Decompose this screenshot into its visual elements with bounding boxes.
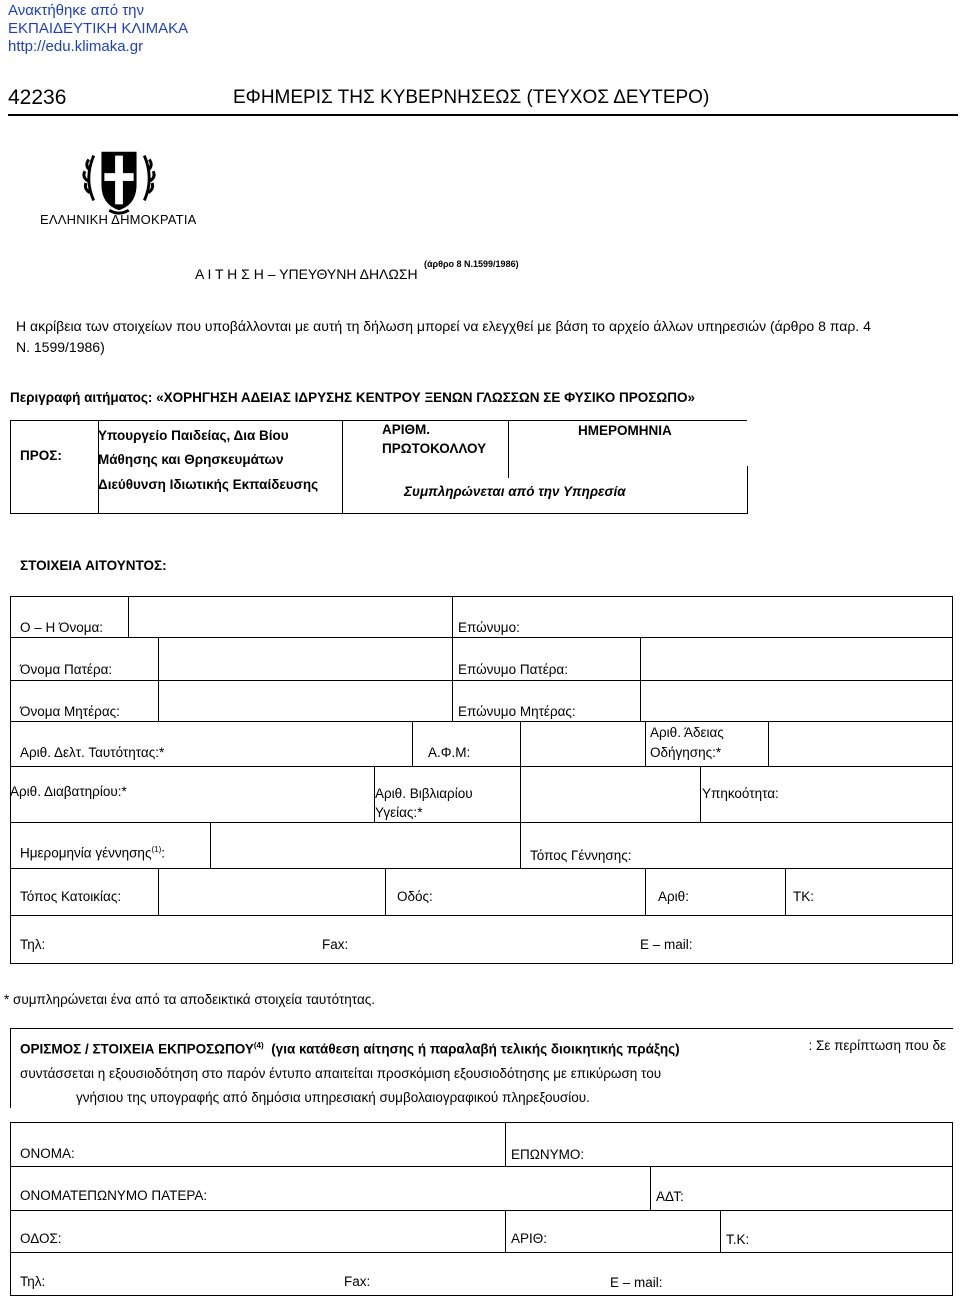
representative-heading: ΟΡΙΣΜΟΣ / ΣΤΟΙΧΕΙΑ ΕΚΠΡΟΣΩΠΟΥ [20,1041,254,1057]
birth-date-text: Ημερομηνία γέννησης [20,845,152,861]
representative-text-2: συντάσσεται η εξουσιοδότηση στο παρόν έντυπο απαιτείται προσκόμιση εξουσιοδότησης με επικύρωση του [20,1065,662,1081]
representative-line-1 [20,1034,946,1062]
field-label-driving-license-1: Αριθ. Άδειας [650,725,724,740]
representative-heading-cont: (για κατάθεση αίτησης ή παραλαβή τελικής διοικητικής πράξης) [271,1041,680,1057]
field-label-health-book-1: Αριθ. Βιβλιαρίου [375,786,473,801]
col-line [412,722,413,766]
field-label-mother-name: Όνομα Μητέρας: [20,704,120,719]
row-line [10,1210,953,1211]
field-label-postal-code: ΤΚ: [793,889,815,904]
header-rule [8,114,958,116]
recipient-line-1: Υπουργείο Παιδείας, Δια Βίου [98,428,289,443]
col-line [210,822,211,868]
row-line [10,637,953,638]
field-label-number: Αριθ: [658,889,689,904]
field-label-residence: Τόπος Κατοικίας: [20,889,122,904]
row-line [10,766,953,767]
representative-footnote-marker: (4) [253,1041,264,1050]
col-line [645,868,646,915]
recipient-divider-3 [508,420,509,478]
filled-by-service-note: Συμπληρώνεται από την Υπηρεσία [404,484,626,499]
recipient-label: ΠΡΟΣ: [20,448,62,463]
field-label-phone: Τηλ: [20,937,46,952]
greek-coat-of-arms-icon [80,140,158,218]
field-label-mother-surname: Επώνυμο Μητέρας: [458,704,576,719]
protocol-label-1: ΑΡΙΘΜ. [382,422,431,437]
col-line [520,722,521,868]
field-label-father-surname: Επώνυμο Πατέρα: [458,662,568,677]
rep-label-street: ΟΔΟΣ: [20,1231,62,1246]
field-label-birth-place: Τόπος Γέννησης: [530,848,632,863]
rep-label-email: Ε – mail: [610,1275,663,1290]
row-line [10,721,953,722]
field-label-health-book-2: Υγείας:* [375,805,423,820]
representative-table [10,1122,953,1296]
col-line [505,1210,506,1252]
col-line [385,868,386,915]
rep-label-number: ΑΡΙΘ: [511,1231,548,1246]
row-line [10,1166,953,1167]
field-label-driving-license-2: Οδήγησης:* [650,745,722,760]
id-footnote: * συμπληρώνεται ένα από τα αποδεικτικά στοιχεία ταυτότητας. [4,992,376,1007]
col-line [128,596,129,637]
field-label-street: Οδός: [397,889,433,904]
col-line [645,722,646,766]
col-line [650,1166,651,1210]
gazette-title: ΕΦΗΜΕΡΙΣ ΤΗΣ ΚΥΒΕΡΝΗΣΕΩΣ (ΤΕΥΧΟΣ ΔΕΥΤΕΡΟ) [233,87,710,108]
row-line [10,915,953,916]
date-label: ΗΜΕΡΟΜΗΝΙΑ [578,423,672,438]
rep-label-postal-code: Τ.Κ: [726,1232,750,1247]
republic-label: ΕΛΛΗΝΙΚΗ ΔΗΜΟΚΡΑΤΙΑ [40,212,197,227]
recipient-line-3: Διεύθυνση Ιδιωτικής Εκπαίδευσης [98,477,319,492]
representative-heading-wrap [20,1034,680,1062]
col-line [720,1210,721,1252]
col-line [158,868,159,915]
rep-label-phone: Τηλ: [20,1274,46,1289]
field-label-tax-id: Α.Φ.Μ: [428,745,471,760]
birth-date-footnote-marker: (1) [151,845,162,854]
rep-label-father-fullname: ΟΝΟΜΑΤΕΠΩΝΥΜΟ ΠΑΤΕΡΑ: [20,1188,208,1203]
row-line [10,822,953,823]
field-label-name: Ο – Η Όνομα: [20,620,104,635]
rep-label-name: ΟΝΟΜΑ: [20,1146,75,1161]
field-label-fax: Fax: [322,937,349,952]
col-line [785,868,786,915]
col-line [640,637,641,722]
row-line [10,680,953,681]
representative-text-3: γνήσιου της υπογραφής από δημόσια υπηρεσιακή συμβολαιογραφικού πληρεξουσίου. [76,1089,590,1105]
applicant-table [10,596,953,964]
source-line-1: Ανακτήθηκε από την [8,2,145,19]
col-line [768,722,769,766]
field-label-father-name: Όνομα Πατέρα: [20,662,113,677]
field-label-surname: Επώνυμο: [458,620,520,635]
col-line [158,637,159,722]
field-label-email: Ε – mail: [640,937,693,952]
rep-label-id-card: ΑΔΤ: [656,1189,684,1204]
source-link[interactable]: http://edu.klimaka.gr [8,38,144,55]
field-label-birth-date: Ημερομηνία γέννησης$^{(1)}$: [20,845,165,861]
representative-paragraph [20,1034,946,1110]
gazette-page-number: 42236 [8,86,67,109]
request-description: Περιγραφή αιτήματος: «ΧΟΡΗΓΗΣΗ ΑΔΕΙΑΣ ΙΔΡΥΣΗΣ ΚΕΝΤΡΟΥ ΞΕΝΩΝ ΓΛΩΣΣΩΝ ΣΕ ΦΥΣΙΚΟ ΠΡΟΣΩΠΟ» [10,390,695,405]
recipient-gap [747,420,748,466]
protocol-label-2: ΠΡΩΤΟΚΟΛΛΟΥ [382,441,487,456]
field-label-passport: Αριθ. Διαβατηρίου:* [10,784,127,799]
rep-label-fax: Fax: [344,1274,371,1289]
representative-text-1: : Σε περίπτωση που δε [808,1038,946,1053]
col-line [700,766,701,822]
col-line [505,1122,506,1166]
recipient-divider-2 [342,420,343,514]
row-line [10,1252,953,1253]
applicant-heading: ΣΤΟΙΧΕΙΑ ΑΙΤΟΥΝΤΟΣ: [20,558,167,573]
recipient-line-2: Μάθησης και Θρησκευμάτων [98,452,284,467]
accuracy-note: Η ακρίβεια των στοιχείων που υποβάλλονται με αυτή τη δήλωση μπορεί να ελεγχθεί με βάση το αρχείο άλλων υπηρεσιών (άρθρο 8 παρ. 4 Ν. 1599/1986) [16,318,871,355]
rep-label-surname: ΕΠΩΝΥΜΟ: [511,1147,585,1162]
col-line [452,596,453,722]
form-title: Α Ι Τ Η Σ Η – ΥΠΕΥΘΥΝΗ ΔΗΛΩΣΗ [195,266,418,282]
row-line [10,868,953,869]
field-label-nationality: Υπηκοότητα: [702,786,779,801]
form-title-reference: (άρθρο 8 Ν.1599/1986) [424,259,519,269]
source-line-2: ΕΚΠΑΙΔΕΥΤΙΚΗ ΚΛΙΜΑΚΑ [8,20,189,37]
field-label-id-card: Αριθ. Δελτ. Ταυτότητας:* [20,745,165,760]
